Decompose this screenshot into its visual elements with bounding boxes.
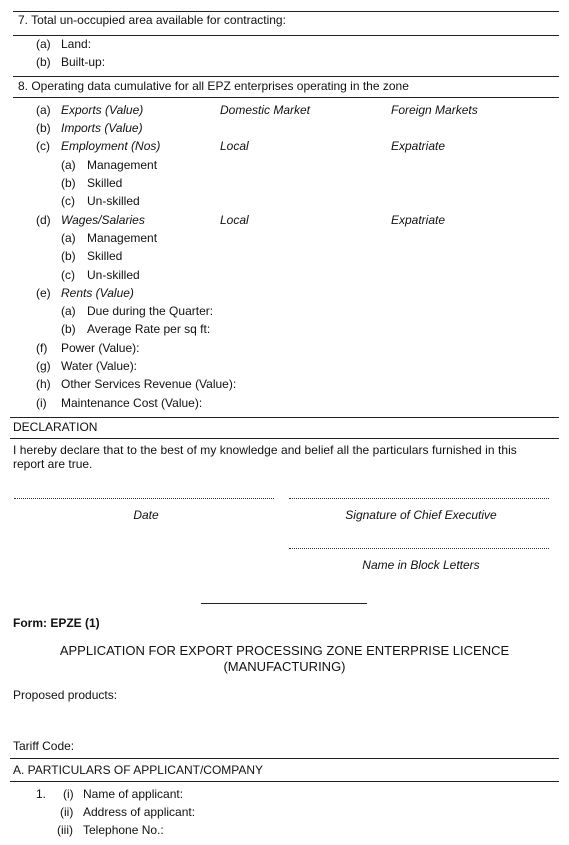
employment-sub-num: (a) bbox=[61, 158, 76, 172]
wages-sub-num: (c) bbox=[61, 268, 75, 282]
rents-sub-num: (b) bbox=[61, 322, 76, 336]
wages-label: Wages/Salaries bbox=[61, 213, 145, 227]
employment-label: Employment (Nos) bbox=[61, 139, 161, 153]
form-title-line2: (MANUFACTURING) bbox=[223, 659, 346, 674]
wages-expatriate-label: Expatriate bbox=[391, 213, 446, 227]
form-code: Form: EPZE (1) bbox=[13, 616, 100, 630]
section8-d-num: (d) bbox=[36, 213, 51, 227]
section7-item-label: Land: bbox=[61, 37, 92, 51]
applicant-sub-num: (i) bbox=[63, 787, 74, 801]
section7-item-num: (b) bbox=[36, 55, 51, 69]
rents-label: Rents (Value) bbox=[61, 286, 134, 300]
date-label: Date bbox=[133, 508, 159, 522]
section7-item-label: Built-up: bbox=[61, 55, 106, 69]
rule-sectionA bbox=[10, 781, 559, 782]
section7-item-num: (a) bbox=[36, 37, 51, 51]
section8-f-num: (f) bbox=[36, 341, 48, 355]
declaration-text-line2: report are true. bbox=[13, 457, 93, 471]
wages-sub-label: Skilled bbox=[87, 249, 123, 263]
declaration-text-line1: I hereby declare that to the best of my knowledge and belief all the particulars furnished in this bbox=[13, 443, 517, 457]
applicant-sub-num: (iii) bbox=[57, 823, 73, 837]
sectionA-heading: A. PARTICULARS OF APPLICANT/COMPANY bbox=[13, 763, 264, 777]
tariff-code-label: Tariff Code: bbox=[13, 739, 75, 753]
applicant-address-label: Address of applicant: bbox=[83, 805, 196, 819]
foreign-markets-label: Foreign Markets bbox=[391, 103, 478, 117]
wages-sub-label: Management bbox=[87, 231, 158, 245]
section8-a-num: (a) bbox=[36, 103, 51, 117]
employment-sub-num: (b) bbox=[61, 176, 76, 190]
rents-sub-label: Average Rate per sq ft: bbox=[87, 322, 211, 336]
rule-section8-top bbox=[13, 76, 559, 77]
wages-sub-num: (b) bbox=[61, 249, 76, 263]
employment-expatriate-label: Expatriate bbox=[391, 139, 446, 153]
rule-declaration-top bbox=[10, 417, 559, 418]
date-dotted-line bbox=[14, 498, 274, 499]
exports-label: Exports (Value) bbox=[61, 103, 144, 117]
rule-section8 bbox=[13, 97, 559, 98]
rents-sub-num: (a) bbox=[61, 304, 76, 318]
wages-sub-num: (a) bbox=[61, 231, 76, 245]
section7-heading: 7. Total un-occupied area available for contracting: bbox=[18, 13, 286, 27]
wages-local-label: Local bbox=[220, 213, 249, 227]
section8-h-num: (h) bbox=[36, 377, 51, 391]
signature-label: Signature of Chief Executive bbox=[345, 508, 497, 522]
form-title-line1: APPLICATION FOR EXPORT PROCESSING ZONE ENTERPRISE LICENCE bbox=[59, 643, 510, 658]
applicant-sub-num: (ii) bbox=[60, 805, 74, 819]
employment-sub-label: Skilled bbox=[87, 176, 123, 190]
wages-sub-label: Un-skilled bbox=[87, 268, 140, 282]
employment-sub-num: (c) bbox=[61, 194, 75, 208]
imports-label: Imports (Value) bbox=[61, 121, 143, 135]
section8-i-num: (i) bbox=[36, 396, 47, 410]
section8-g-num: (g) bbox=[36, 359, 51, 373]
employment-sub-label: Management bbox=[87, 158, 158, 172]
water-label: Water (Value): bbox=[61, 359, 138, 373]
rule-declaration bbox=[10, 438, 559, 439]
name-dotted-line bbox=[289, 548, 549, 549]
rents-sub-label: Due during the Quarter: bbox=[87, 304, 214, 318]
proposed-products-label: Proposed products: bbox=[13, 688, 118, 702]
section8-c-num: (c) bbox=[36, 139, 50, 153]
employment-sub-label: Un-skilled bbox=[87, 194, 140, 208]
employment-local-label: Local bbox=[220, 139, 249, 153]
rule-top bbox=[13, 11, 559, 12]
section8-e-num: (e) bbox=[36, 286, 51, 300]
section8-heading: 8. Operating data cumulative for all EPZ enterprises operating in the zone bbox=[18, 79, 409, 93]
applicant-name-label: Name of applicant: bbox=[83, 787, 184, 801]
separator-rule bbox=[201, 603, 367, 604]
domestic-market-label: Domestic Market bbox=[220, 103, 311, 117]
section8-b-num: (b) bbox=[36, 121, 51, 135]
declaration-heading: DECLARATION bbox=[13, 420, 98, 434]
rule-sectionA-top bbox=[10, 758, 559, 759]
signature-dotted-line bbox=[289, 498, 549, 499]
maintenance-cost-label: Maintenance Cost (Value): bbox=[61, 396, 203, 410]
item1-num: 1. bbox=[36, 787, 47, 801]
other-services-label: Other Services Revenue (Value): bbox=[61, 377, 237, 391]
rule-section7 bbox=[13, 35, 559, 36]
name-block-letters-label: Name in Block Letters bbox=[362, 558, 480, 572]
telephone-label: Telephone No.: bbox=[83, 823, 164, 837]
power-label: Power (Value): bbox=[61, 341, 140, 355]
